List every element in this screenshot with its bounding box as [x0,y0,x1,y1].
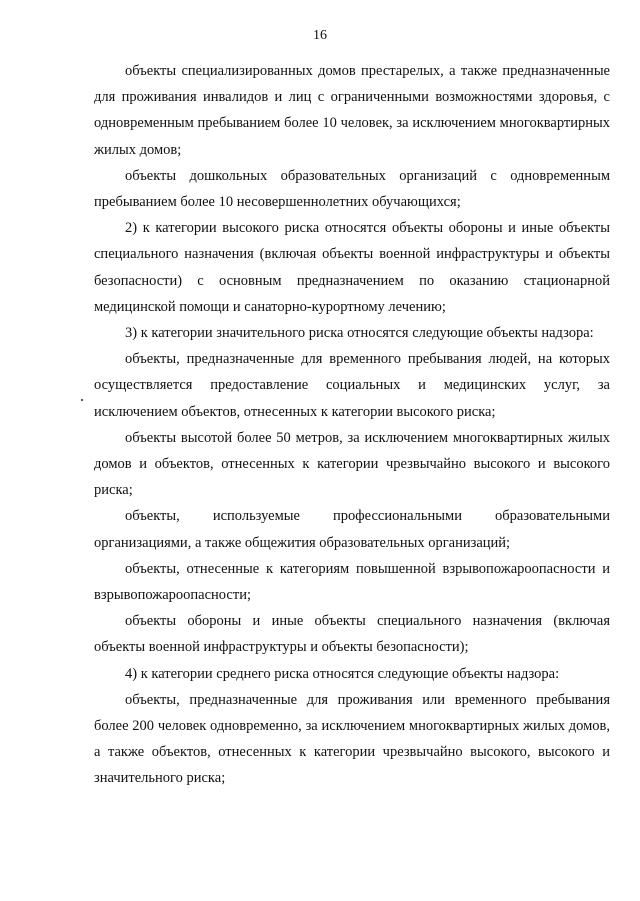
paragraph: 3) к категории значительного риска относятся следующие объекты надзора: [125,325,594,342]
paragraph: объекты, предназначенные для проживания или временного пребывания более 200 человек одновременно, за исключением многоквартирных жилых домов, а также объектов, отнесенных к категории чрезвычайно высокого, высокого и значительного риска; [94,691,610,787]
scan-speck [81,399,83,401]
page-number: 16 [313,28,327,43]
paragraph: объекты, отнесенные к категориям повышенной взрывопожароопасности и взрывопожароопасности; [94,560,610,604]
paragraph: объекты обороны и иные объекты специального назначения (включая объекты военной инфраструктуры и объекты безопасности); [94,613,610,656]
document-body [94,58,610,792]
paragraph: объекты, предназначенные для временного пребывания людей, на которых осуществляется предоставление социальных и медицинских услуг, за исключением объектов, отнесенных к категории высокого риска; [94,351,610,420]
paragraph: объекты дошкольных образовательных организаций с одновременным пребыванием более 10 несовершеннолетних обучающихся; [94,167,610,211]
paragraph: объекты специализированных домов престарелых, а также предназначенные для проживания инвалидов и лиц с ограниченными возможностями здоровья, с одновременным пребыванием более 10 человек, за исключением многоквартирных жилых домов; [94,63,610,158]
paragraph: 4) к категории среднего риска относятся следующие объекты надзора: [125,665,560,682]
paragraph: объекты высотой более 50 метров, за исключением многоквартирных жилых домов и объектов, отнесенных к категории чрезвычайно высокого и высокого риска; [94,429,610,499]
paragraph: 2) к категории высокого риска относятся объекты обороны и иные объекты специального назначения (включая объекты военной инфраструктуры и объекты безопасности) с основным предназначением по оказанию стационарной медицинской помощи и санаторно-курортному лечению; [94,220,610,315]
paragraph: объекты, используемые профессиональными образовательными организациями, а также общежития образовательных организаций; [94,508,610,551]
